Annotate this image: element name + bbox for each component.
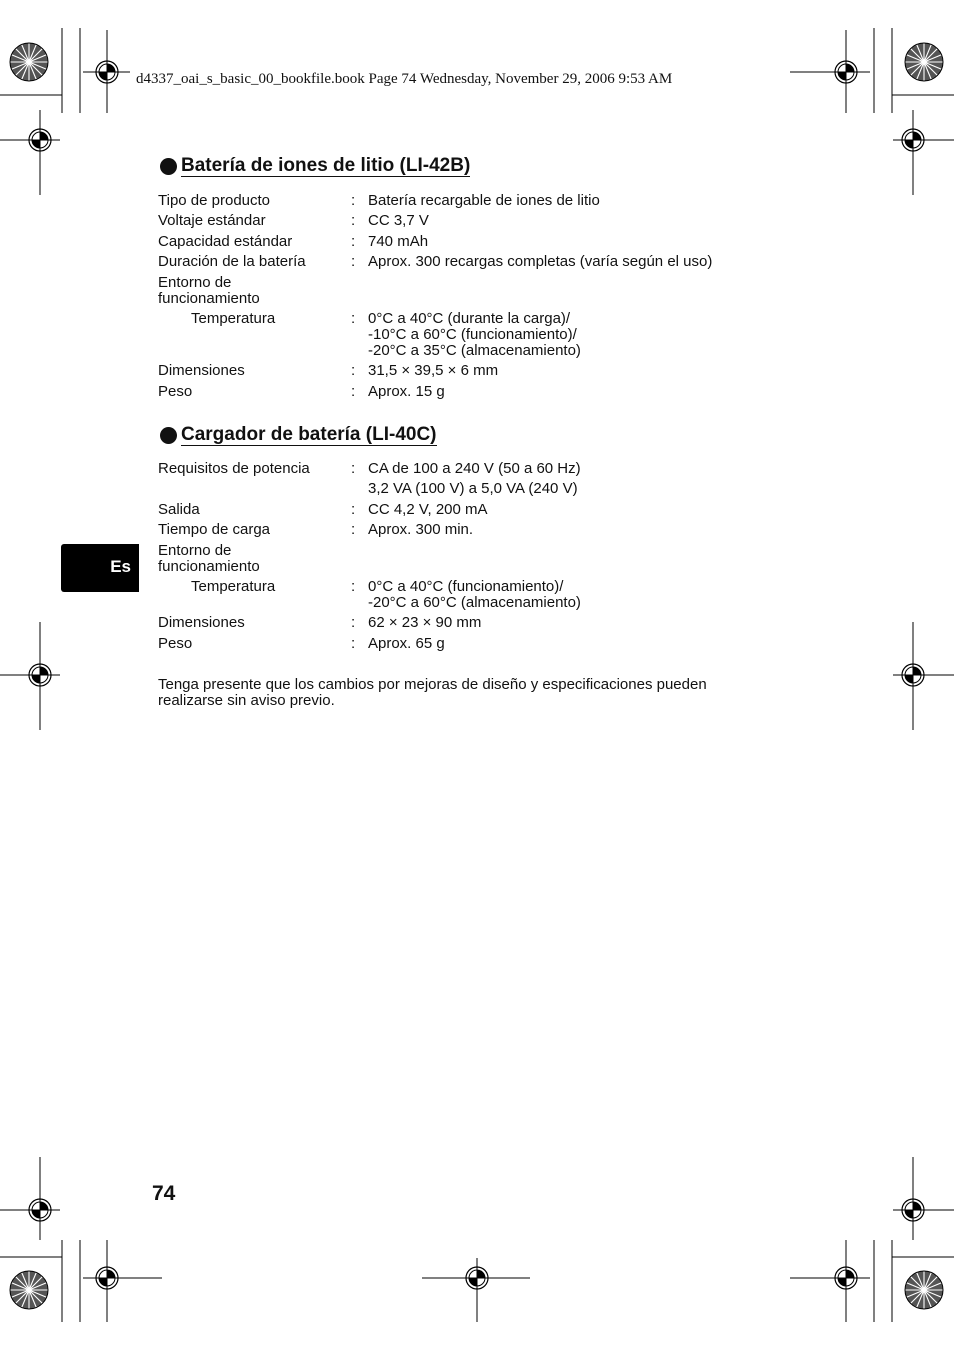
bullet-icon xyxy=(160,427,177,444)
env-label-line1: Entorno de xyxy=(158,274,232,291)
file-info-header: d4337_oai_s_basic_00_bookfile.book Page 74 Wednesday, November 29, 2006 9:53 AM xyxy=(136,71,673,87)
battery-section-title xyxy=(160,156,470,177)
env-label-line2: funcionamiento xyxy=(158,558,260,575)
spec-label: Capacidad estándar xyxy=(158,233,293,250)
spec-colon: : xyxy=(351,460,356,477)
spec-value: CC 4,2 V, 200 mA xyxy=(368,501,488,518)
spec-label xyxy=(158,543,348,575)
spec-label: Dimensiones xyxy=(158,614,245,631)
spec-value: Batería recargable de iones de litio xyxy=(368,192,600,209)
spec-colon: : xyxy=(351,233,356,250)
env-label-line2: funcionamiento xyxy=(158,290,260,307)
spec-colon: : xyxy=(351,310,356,327)
temp-value-line: 0°C a 40°C (durante la carga)/ xyxy=(368,310,571,327)
spec-colon: : xyxy=(351,192,356,209)
spec-value xyxy=(368,579,581,611)
spec-value: 740 mAh xyxy=(368,233,429,250)
spec-colon: : xyxy=(351,383,356,400)
env-label-line1: Entorno de xyxy=(158,542,232,559)
spec-label: Tiempo de carga xyxy=(158,521,271,538)
spec-value: Aprox. 15 g xyxy=(368,383,445,400)
temp-value-line: 0°C a 40°C (funcionamiento)/ xyxy=(368,578,564,595)
spec-colon: : xyxy=(351,635,356,652)
spec-value: Aprox. 300 recargas completas (varía según el uso) xyxy=(368,253,713,270)
spec-value: CC 3,7 V xyxy=(368,212,429,229)
page-number: 74 xyxy=(152,1182,176,1205)
spec-label: Tipo de producto xyxy=(158,192,271,209)
spec-value: Aprox. 300 min. xyxy=(368,521,474,538)
spec-colon: : xyxy=(351,212,356,229)
language-tab-label: Es xyxy=(110,557,131,576)
spec-colon: : xyxy=(351,362,356,379)
spec-label: Requisitos de potencia xyxy=(158,460,310,477)
spec-label xyxy=(158,275,348,307)
spec-label: Salida xyxy=(158,501,200,518)
spec-colon: : xyxy=(351,501,356,518)
charger-section-title xyxy=(160,425,437,446)
bullet-icon xyxy=(160,158,177,175)
temp-value-line: -10°C a 60°C (funcionamiento)/ xyxy=(368,326,577,343)
note-line: Tenga presente que los cambios por mejoras de diseño y especificaciones pueden xyxy=(158,676,707,693)
spec-value xyxy=(368,311,581,359)
power-value-line: 3,2 VA (100 V) a 5,0 VA (240 V) xyxy=(368,480,578,497)
spec-value: Aprox. 65 g xyxy=(368,635,445,652)
power-value-line: CA de 100 a 240 V (50 a 60 Hz) xyxy=(368,460,581,477)
spec-colon: : xyxy=(351,578,356,595)
temp-value-line: -20°C a 35°C (almacenamiento) xyxy=(368,342,581,359)
spec-label: Duración de la batería xyxy=(158,253,306,270)
spec-label: Temperatura xyxy=(191,578,276,595)
spec-label: Peso xyxy=(158,383,193,400)
note-line: realizarse sin aviso previo. xyxy=(158,692,335,709)
battery-title-text: Batería de iones de litio (LI-42B) xyxy=(181,155,471,176)
disclaimer-note xyxy=(158,677,798,709)
temp-value-line: -20°C a 60°C (almacenamiento) xyxy=(368,594,581,611)
spec-colon: : xyxy=(351,253,356,270)
spec-colon: : xyxy=(351,614,356,631)
spec-value: 62 × 23 × 90 mm xyxy=(368,614,482,631)
spec-colon: : xyxy=(351,521,356,538)
spec-value xyxy=(368,461,581,497)
language-tab xyxy=(61,544,139,592)
spec-label: Temperatura xyxy=(191,310,276,327)
spec-label: Voltaje estándar xyxy=(158,212,266,229)
spec-label: Dimensiones xyxy=(158,362,245,379)
spec-label: Peso xyxy=(158,635,193,652)
charger-title-text: Cargador de batería (LI-40C) xyxy=(181,424,437,445)
spec-value: 31,5 × 39,5 × 6 mm xyxy=(368,362,499,379)
